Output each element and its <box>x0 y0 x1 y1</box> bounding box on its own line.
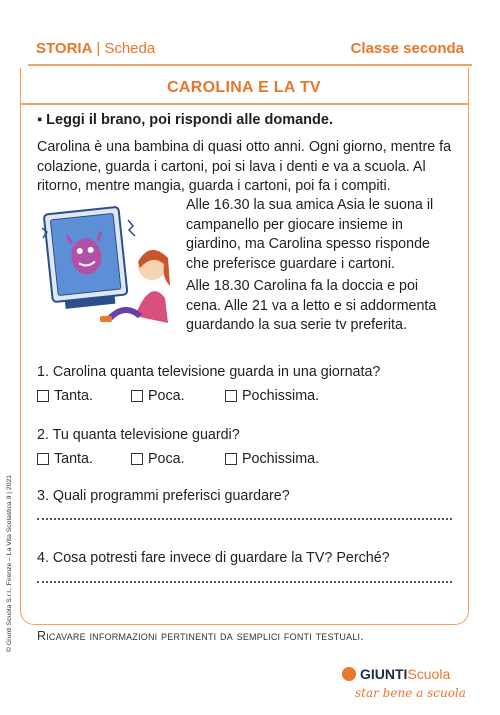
answer-line-3[interactable] <box>37 518 452 520</box>
instruction: ▪ Leggi il brano, poi rispondi alle domande. <box>37 112 333 128</box>
brand-tagline: star bene a scuola <box>355 686 466 700</box>
grade-label: Classe seconda <box>350 40 464 57</box>
q1-option-tanta[interactable]: Tanta. <box>37 388 111 404</box>
q1-option-pochissima[interactable]: Pochissima. <box>225 388 319 404</box>
giunti-logo-icon <box>342 667 356 681</box>
checkbox[interactable] <box>37 390 49 402</box>
learning-objective: Ricavare informazioni pertinenti da semplici fonti testuali. <box>37 629 364 643</box>
question-3: 3. Quali programmi preferisci guardare? <box>37 488 290 504</box>
question-4: 4. Cosa potresti fare invece di guardare la TV? Perché? <box>37 550 390 566</box>
header-separator: | <box>96 40 101 57</box>
checkbox[interactable] <box>225 390 237 402</box>
subject-label: STORIA <box>36 40 93 57</box>
checkbox[interactable] <box>131 390 143 402</box>
paragraph-2: Alle 16.30 la sua amica Asia le suona il campanello per giocare insieme in giardino, ma Carolina spesso risponde che preferisce guardare i cartoni. <box>186 197 434 272</box>
paragraph-3: Alle 18.30 Carolina fa la doccia e poi cena. Alle 21 va a letto e si addormenta guardando la sua serie tv preferita. <box>186 278 437 333</box>
copyright-note: © Giunti Scuola S.r.l., Firenze – La Vita Scolastica 9 | 2021 <box>6 474 13 652</box>
checkbox[interactable] <box>131 453 143 465</box>
checkbox[interactable] <box>37 453 49 465</box>
worksheet-title: CAROLINA E LA TV <box>167 79 321 96</box>
header-rule <box>28 64 472 66</box>
question-1-options <box>37 388 339 404</box>
title-rule <box>20 103 468 105</box>
giunti-logo: GIUNTI Scuola <box>342 666 450 682</box>
q1-option-poca[interactable]: Poca. <box>131 388 205 404</box>
q2-option-pochissima[interactable]: Pochissima. <box>225 451 319 467</box>
girl-watching-tv-illustration <box>40 198 180 330</box>
answer-line-4[interactable] <box>37 581 452 583</box>
q2-option-poca[interactable]: Poca. <box>131 451 205 467</box>
question-2: 2. Tu quanta televisione guardi? <box>37 427 240 443</box>
header-subject <box>36 40 155 57</box>
checkbox[interactable] <box>225 453 237 465</box>
question-2-options <box>37 451 339 467</box>
q2-option-tanta[interactable]: Tanta. <box>37 451 111 467</box>
sheet-label: Scheda <box>104 40 156 57</box>
paragraph-1: Carolina è una bambina di quasi otto anni. Ogni giorno, mentre fa colazione, guarda i cartoni, poi si lava i denti e va a scuola. Al ritorno, mentre mangia, guarda i cartoni, poi fa i compiti. <box>37 139 452 194</box>
question-1: 1. Carolina quanta televisione guarda in una giornata? <box>37 364 381 380</box>
